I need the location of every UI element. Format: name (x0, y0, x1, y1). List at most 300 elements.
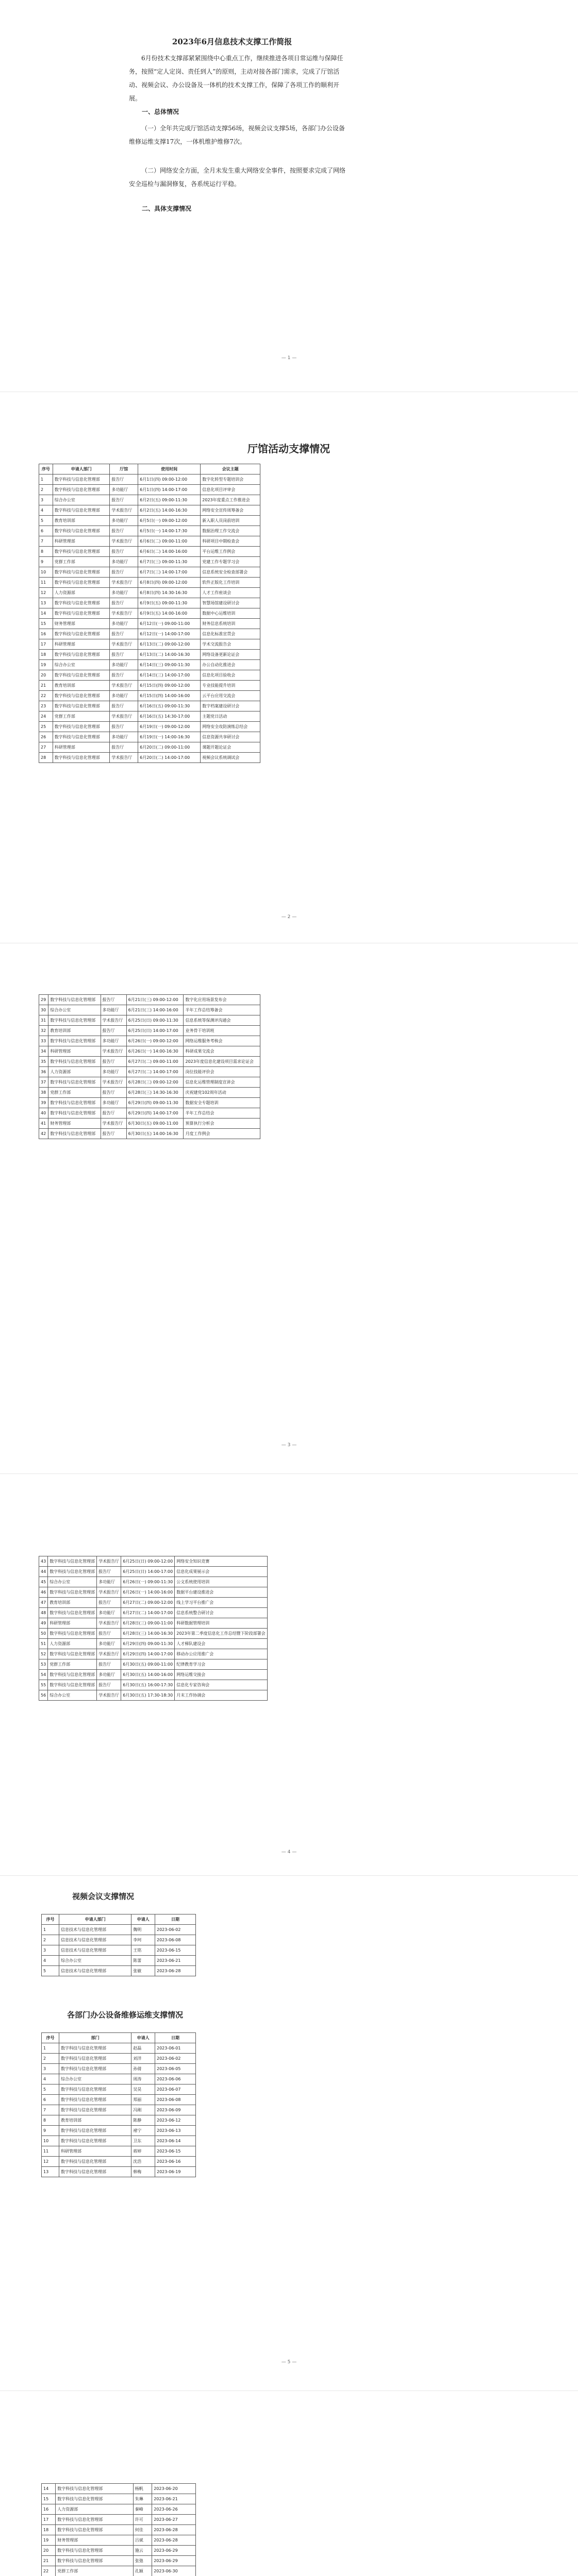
table-cell: 6月9日(五) 09:00-11:30 (138, 598, 201, 608)
table-cell: 2023-06-13 (155, 2126, 195, 2136)
table-row (42, 2167, 196, 2177)
table-cell: 44 (39, 1567, 48, 1577)
table-cell: 28 (39, 753, 53, 763)
table-cell: 25 (39, 722, 53, 732)
table-cell: 科研数据管理培训 (175, 1618, 267, 1629)
table-cell: 22 (39, 691, 53, 701)
table-cell: 20 (42, 2546, 56, 2556)
table-row (39, 711, 260, 722)
table-cell: 6月8日(四) 09:00-12:00 (138, 578, 201, 588)
column-header: 序号 (39, 464, 53, 474)
table-cell: 报告厅 (97, 1598, 121, 1608)
table-cell: 报告厅 (110, 495, 138, 505)
table-row (39, 1608, 268, 1618)
table-cell: 多功能厅 (110, 557, 138, 567)
table-cell: 数字科技与信息化管理部 (48, 1608, 97, 1618)
table-cell: 学术报告厅 (110, 681, 138, 691)
table-cell: 月度工作例会 (184, 1129, 260, 1139)
column-header: 申请人 (131, 1914, 155, 1925)
table-cell: 2023-06-12 (155, 2115, 195, 2126)
table-cell: 学术报告厅 (97, 1587, 121, 1598)
table-cell: 21 (42, 2556, 56, 2566)
table-cell: 教育培训部 (59, 2115, 131, 2126)
table-cell: 张敏 (131, 1966, 155, 1976)
table-cell: 报告厅 (110, 567, 138, 578)
table-cell: 岗位技能评价会 (184, 1067, 260, 1077)
table-cell: 6月5日(一) 09:00-12:00 (138, 516, 201, 526)
table-row (39, 1598, 268, 1608)
table-row (42, 1925, 196, 1935)
table-row (42, 1956, 196, 1966)
table-cell: 6月26日(一) 14:00-16:00 (121, 1587, 175, 1598)
table-row (42, 2043, 196, 2054)
table-cell: 数字科技与信息化管理部 (53, 608, 110, 619)
table-cell: 数字科技与信息化管理部 (53, 732, 110, 742)
table-cell: 新入职人员岗前培训 (201, 516, 260, 526)
table-cell: 2023-06-15 (155, 1945, 195, 1956)
table-cell: 数字科技与信息化管理部 (56, 2515, 134, 2525)
table-cell: 学术报告厅 (110, 753, 138, 763)
table-cell: 35 (39, 1057, 48, 1067)
office-section-title: 各部门办公设备维修运维支撑情况 (67, 2011, 184, 2020)
table-row (39, 1108, 260, 1118)
table-cell: 6月25日(日) 09:00-11:30 (126, 1015, 184, 1026)
table-cell: 信息系统整合研讨会 (175, 1608, 267, 1618)
table-cell: 综合办公室 (59, 1956, 131, 1966)
table-header-row (39, 464, 260, 474)
table-cell: 学术报告厅 (101, 1015, 126, 1026)
table-cell: 6月25日(日) 14:00-17:00 (126, 1026, 184, 1036)
table-cell: 多功能厅 (110, 691, 138, 701)
table-cell: 4 (42, 2074, 59, 2084)
table-cell: 多功能厅 (101, 1098, 126, 1108)
table-cell: 数字科技与信息化管理部 (48, 1556, 97, 1567)
table-cell: 王铭 (131, 1945, 155, 1956)
table-cell: 专业技能提升培训 (201, 681, 260, 691)
table-cell: 孙倩 (131, 2064, 155, 2074)
column-header: 厅馆 (110, 464, 138, 474)
table-cell: 数字科技与信息化管理部 (48, 1680, 97, 1690)
table-cell: 数字科技与信息化管理部 (53, 629, 110, 639)
table-cell: 刘洋 (131, 2054, 155, 2064)
table-cell: 报告厅 (110, 722, 138, 732)
table-cell: 2023-06-29 (152, 2546, 196, 2556)
table-cell: 数字科技与信息化管理部 (59, 2167, 131, 2177)
table-cell: 信息资源共享研讨会 (201, 732, 260, 742)
table-row (39, 753, 260, 763)
table-row (42, 2064, 196, 2074)
table-cell: 6月30日(五) 16:00-17:30 (121, 1680, 175, 1690)
table-cell: 科研管理部 (48, 1618, 97, 1629)
table-row (39, 1639, 268, 1649)
table-cell: 6月8日(四) 14:30-16:30 (138, 588, 201, 598)
table-cell: 移动办公应用推广会 (175, 1649, 267, 1659)
table-cell: 6月6日(二) 09:00-11:00 (138, 536, 201, 547)
table-cell: 17 (39, 639, 53, 650)
table-cell: 科研管理部 (48, 1046, 101, 1057)
table-cell: 数字科技与信息化管理部 (59, 2054, 131, 2064)
table-cell: 学术报告厅 (110, 711, 138, 722)
table-cell: 朱琳 (133, 2494, 152, 2504)
table-cell: 线上学习平台推广会 (175, 1598, 267, 1608)
table-cell: 6月27日(二) 14:00-17:00 (126, 1067, 184, 1077)
table-cell: 26 (39, 732, 53, 742)
table-row (42, 2494, 196, 2504)
table-row (42, 2136, 196, 2146)
table-cell: 报告厅 (110, 629, 138, 639)
table-row (39, 1005, 260, 1015)
table-row (42, 2566, 196, 2576)
table-row (39, 526, 260, 536)
table-cell: 信息技术与信息化管理部 (59, 1966, 131, 1976)
table-cell: 3 (42, 1945, 59, 1956)
table-cell: 8 (39, 547, 53, 557)
table-cell: 43 (39, 1556, 48, 1567)
table-cell: 数字科技与信息化管理部 (48, 1629, 97, 1639)
table-cell: 科研成果交流会 (184, 1046, 260, 1057)
table-row (39, 1077, 260, 1088)
table-cell: 科研项目中期检查会 (201, 536, 260, 547)
table-cell: 教育培训部 (48, 1598, 97, 1608)
table-cell: 16 (39, 629, 53, 639)
table-row (39, 536, 260, 547)
table-cell: 10 (42, 2136, 59, 2146)
table-row (39, 670, 260, 681)
table-cell: 数字科技与信息化管理部 (53, 474, 110, 485)
table-cell: 47 (39, 1598, 48, 1608)
table-cell: 平台运维工作例会 (201, 547, 260, 557)
table-cell: 纪律教育学习会 (175, 1659, 267, 1670)
table-cell: 信息系统等保测评沟通会 (184, 1015, 260, 1026)
table-cell: 42 (39, 1129, 48, 1139)
table-cell: 6月6日(二) 14:00-16:00 (138, 547, 201, 557)
table-cell: 党群工作部 (53, 557, 110, 567)
table-cell: 6月28日(三) 14:30-16:30 (126, 1088, 184, 1098)
table-row (39, 1618, 268, 1629)
table-cell: 数字科技与信息化管理部 (53, 526, 110, 536)
table-row (39, 722, 260, 732)
table-cell: 综合办公室 (48, 1577, 97, 1587)
table-cell: 报告厅 (110, 598, 138, 608)
table-cell: 1 (42, 2043, 59, 2054)
table-cell: 数字科技与信息化管理部 (53, 650, 110, 660)
table-cell: 6月1日(四) 14:00-17:00 (138, 485, 201, 495)
table-cell: 2023-06-16 (155, 2157, 195, 2167)
table-cell: 6 (39, 526, 53, 536)
table-cell: 党建工作专题学习会 (201, 557, 260, 567)
table-cell: 6月5日(一) 14:00-17:30 (138, 526, 201, 536)
table-cell: 信息化项目评审会 (201, 485, 260, 495)
table-cell: 6月13日(二) 09:00-12:00 (138, 639, 201, 650)
table-cell: 科研管理部 (59, 2146, 131, 2157)
table-row (39, 1577, 268, 1587)
table-cell: 数字科技与信息化管理部 (48, 1129, 101, 1139)
table-row (39, 1649, 268, 1659)
table-row (39, 598, 260, 608)
table-row (42, 2054, 196, 2064)
table-cell: 数字化应用场景发布会 (184, 995, 260, 1005)
table-cell: 6月15日(四) 09:00-12:00 (138, 681, 201, 691)
table-cell: 10 (39, 567, 53, 578)
table-cell: 19 (39, 660, 53, 670)
table-cell: 数字科技与信息化管理部 (53, 722, 110, 732)
table-cell: 5 (42, 1966, 59, 1976)
page-number: — 5 — (281, 2360, 297, 2365)
table-cell: 36 (39, 1067, 48, 1077)
table-row (39, 650, 260, 660)
table-cell: 多功能厅 (110, 588, 138, 598)
table-cell: 财务管理部 (53, 619, 110, 629)
column-header: 申请人部门 (59, 1914, 131, 1925)
table-cell: 50 (39, 1629, 48, 1639)
table-cell: 网络安全知识竞赛 (175, 1556, 267, 1567)
table-cell: 6月1日(四) 09:00-12:00 (138, 474, 201, 485)
table-cell: 37 (39, 1077, 48, 1088)
table-row (39, 619, 260, 629)
table-row (39, 691, 260, 701)
table-cell: 数字科技与信息化管理部 (53, 567, 110, 578)
table-cell: 6月25日(日) 14:00-17:00 (121, 1567, 175, 1577)
table-cell: 40 (39, 1108, 48, 1118)
table-cell: 报告厅 (110, 670, 138, 681)
column-header: 会议主题 (201, 464, 260, 474)
table-cell: 公文系统使用培训 (175, 1577, 267, 1587)
table-cell: 学术报告厅 (97, 1556, 121, 1567)
table-cell: 2023-06-15 (155, 2146, 195, 2157)
table-cell: 报告厅 (101, 1129, 126, 1139)
table-row (42, 2084, 196, 2095)
table-header-row (42, 1914, 196, 1925)
table-cell: 党群工作部 (56, 2566, 134, 2576)
table-cell: 孔颖 (133, 2566, 152, 2576)
table-cell: 数字科技与信息化管理部 (48, 1567, 97, 1577)
table-cell: 6月30日(五) 14:00-16:00 (121, 1670, 175, 1680)
column-header: 使用时间 (138, 464, 201, 474)
table-cell: 数字科技与信息化管理部 (48, 1015, 101, 1026)
table-cell: 2023-06-21 (152, 2494, 196, 2504)
table-cell: 11 (42, 2146, 59, 2157)
table-cell: 6月27日(二) 09:00-12:00 (121, 1598, 175, 1608)
table-cell: 2023-06-14 (155, 2136, 195, 2146)
table-cell: 2023-06-27 (152, 2515, 196, 2525)
table-cell: 数字科技与信息化管理部 (53, 485, 110, 495)
table-row (39, 1118, 260, 1129)
table-cell: 冯刚 (131, 2105, 155, 2115)
table-cell: 信息化运维管理制度宣讲会 (184, 1077, 260, 1088)
table-row (39, 742, 260, 753)
table-row (39, 567, 260, 578)
venue-table-continued (39, 994, 260, 1139)
table-cell: 科研管理部 (53, 742, 110, 753)
table-cell: 科研管理部 (53, 639, 110, 650)
table-cell: 29 (39, 995, 48, 1005)
table-cell: 3 (42, 2064, 59, 2074)
table-cell: 5 (39, 516, 53, 526)
table-cell: 2023-06-26 (152, 2504, 196, 2515)
table-cell: 信息化成果展示会 (175, 1567, 267, 1577)
table-cell: 数字科技与信息化管理部 (48, 1108, 101, 1118)
table-cell: 2 (42, 1935, 59, 1945)
table-cell: 网络设备更新论证会 (201, 650, 260, 660)
table-cell: 韩梅 (131, 2167, 155, 2177)
table-cell: 综合办公室 (48, 1690, 97, 1701)
table-cell: 2023-06-19 (155, 2167, 195, 2177)
table-cell: 2023-06-07 (155, 2084, 195, 2095)
table-cell: 6月29日(四) 14:00-17:00 (126, 1108, 184, 1118)
table-cell: 数字科技与信息化管理部 (53, 578, 110, 588)
table-cell: 13 (42, 2167, 59, 2177)
table-cell: 数字科技与信息化管理部 (53, 691, 110, 701)
table-cell: 数字科技与信息化管理部 (48, 1036, 101, 1046)
table-cell: 14 (39, 608, 53, 619)
table-cell: 数字科技与信息化管理部 (53, 505, 110, 516)
table-cell: 视频会议系统调试会 (201, 753, 260, 763)
table-cell: 8 (42, 2115, 59, 2126)
table-cell: 报告厅 (97, 1659, 121, 1670)
table-cell: 多功能厅 (110, 619, 138, 629)
table-cell: 23 (39, 701, 53, 711)
table-cell: 数字科技与信息化管理部 (56, 2525, 134, 2535)
table-cell: 21 (39, 681, 53, 691)
table-cell: 课题开题论证会 (201, 742, 260, 753)
table-cell: 19 (42, 2535, 56, 2546)
column-header: 序号 (42, 1914, 59, 1925)
table-cell: 6 (42, 2095, 59, 2105)
page-number: — 3 — (281, 1443, 297, 1448)
table-cell: 15 (39, 619, 53, 629)
table-cell: 教育培训部 (53, 516, 110, 526)
page-divider (0, 1473, 578, 1474)
table-cell: 55 (39, 1680, 48, 1690)
table-cell: 云平台应用交流会 (201, 691, 260, 701)
table-cell: 综合办公室 (53, 660, 110, 670)
table-cell: 半年工作总结会 (184, 1108, 260, 1118)
table-cell: 24 (39, 711, 53, 722)
table-cell: 3 (39, 495, 53, 505)
table-row (39, 660, 260, 670)
table-row (39, 701, 260, 711)
table-cell: 2023-06-20 (152, 2484, 196, 2494)
table-cell: 数据安全专题培训 (184, 1098, 260, 1108)
table-cell: 6月19日(一) 14:00-16:30 (138, 732, 201, 742)
table-cell: 20 (39, 670, 53, 681)
table-cell: 人力资源部 (53, 588, 110, 598)
table-cell: 6月12日(一) 09:00-11:00 (138, 619, 201, 629)
page-number: — 4 — (281, 1850, 297, 1855)
table-row (39, 1057, 260, 1067)
table-row (39, 1036, 260, 1046)
table-cell: 数字科技与信息化管理部 (59, 2126, 131, 2136)
table-cell: 6月30日(五) 09:00-11:00 (126, 1118, 184, 1129)
table-cell: 数字科技与信息化管理部 (59, 2136, 131, 2146)
table-cell: 报告厅 (110, 701, 138, 711)
table-cell: 数字科技与信息化管理部 (59, 2095, 131, 2105)
column-header: 日期 (155, 1914, 195, 1925)
table-cell: 5 (42, 2084, 59, 2095)
table-row (42, 2115, 196, 2126)
table-cell: 数字科技与信息化管理部 (48, 1098, 101, 1108)
table-cell: 6月15日(四) 14:00-16:00 (138, 691, 201, 701)
table-cell: 信息技术与信息化管理部 (59, 1925, 131, 1935)
table-row (42, 2484, 196, 2494)
table-cell: 网络运维交接会 (175, 1670, 267, 1680)
table-cell: 数字科技与信息化管理部 (59, 2084, 131, 2095)
table-cell: 数字科技与信息化管理部 (53, 670, 110, 681)
table-cell: 18 (39, 650, 53, 660)
table-cell: 56 (39, 1690, 48, 1701)
table-cell: 人力资源部 (56, 2504, 134, 2515)
table-cell: 预算执行分析会 (184, 1118, 260, 1129)
table-cell: 数字科技与信息化管理部 (56, 2556, 134, 2566)
table-cell: 6月7日(三) 14:00-17:00 (138, 567, 201, 578)
table-cell: 陈蕾 (131, 1956, 155, 1966)
table-cell: 39 (39, 1098, 48, 1108)
table-cell: 魏明 (131, 1925, 155, 1935)
table-row (42, 2105, 196, 2115)
table-cell: 9 (42, 2126, 59, 2136)
table-row (42, 2074, 196, 2084)
table-row (42, 2535, 196, 2546)
table-cell: 报告厅 (97, 1680, 121, 1690)
table-cell: 数字科技与信息化管理部 (48, 1077, 101, 1088)
table-cell: 2023年度重点工作推进会 (201, 495, 260, 505)
table-cell: 软件正版化工作培训 (201, 578, 260, 588)
table-cell: 6月30日(五) 14:00-16:30 (126, 1129, 184, 1139)
table-cell: 6月28日(三) 14:00-16:30 (121, 1629, 175, 1639)
table-cell: 6月21日(三) 09:00-12:00 (126, 995, 184, 1005)
table-cell: 13 (39, 598, 53, 608)
table-row (39, 995, 260, 1005)
table-cell: 27 (39, 742, 53, 753)
table-cell: 褚宁 (131, 2126, 155, 2136)
table-row (42, 2546, 196, 2556)
table-cell: 45 (39, 1577, 48, 1587)
table-cell: 蒋婷 (131, 2146, 155, 2157)
document-title: 2023年6月信息技术支撑工作简报 (172, 37, 292, 46)
table-cell: 多功能厅 (97, 1608, 121, 1618)
table-cell: 报告厅 (110, 742, 138, 753)
table-row (39, 732, 260, 742)
table-cell: 卫东 (131, 2136, 155, 2146)
table-row (42, 1935, 196, 1945)
table-cell: 多功能厅 (110, 516, 138, 526)
table-cell: 数字科技与信息化管理部 (53, 701, 110, 711)
table-cell: 陈静 (131, 2115, 155, 2126)
table-cell: 6月26日(一) 14:00-16:30 (126, 1046, 184, 1057)
table-cell: 6月2日(五) 14:00-16:30 (138, 505, 201, 516)
table-cell: 多功能厅 (101, 1067, 126, 1077)
table-cell: 学术报告厅 (110, 536, 138, 547)
table-cell: 报告厅 (101, 1088, 126, 1098)
table-cell: 33 (39, 1036, 48, 1046)
table-cell: 月末工作协调会 (175, 1690, 267, 1701)
table-cell: 报告厅 (101, 1026, 126, 1036)
table-cell: 6月19日(一) 09:00-12:00 (138, 722, 201, 732)
table-cell: 6月16日(五) 09:00-11:30 (138, 701, 201, 711)
table-cell: 6月28日(三) 09:00-12:00 (126, 1077, 184, 1088)
page-divider (0, 1875, 578, 1876)
table-cell: 综合办公室 (48, 1005, 101, 1015)
table-cell: 教育培训部 (53, 681, 110, 691)
table-cell: 庆祝建党102周年活动 (184, 1088, 260, 1098)
table-cell: 报告厅 (110, 526, 138, 536)
table-cell: 6月16日(五) 14:30-17:00 (138, 711, 201, 722)
table-cell: 2023-06-28 (152, 2535, 196, 2546)
table-cell: 2023-06-28 (155, 1966, 195, 1976)
table-cell: 多功能厅 (97, 1639, 121, 1649)
table-cell: 学术报告厅 (97, 1690, 121, 1701)
table-cell: 数字科技与信息化管理部 (59, 2064, 131, 2074)
